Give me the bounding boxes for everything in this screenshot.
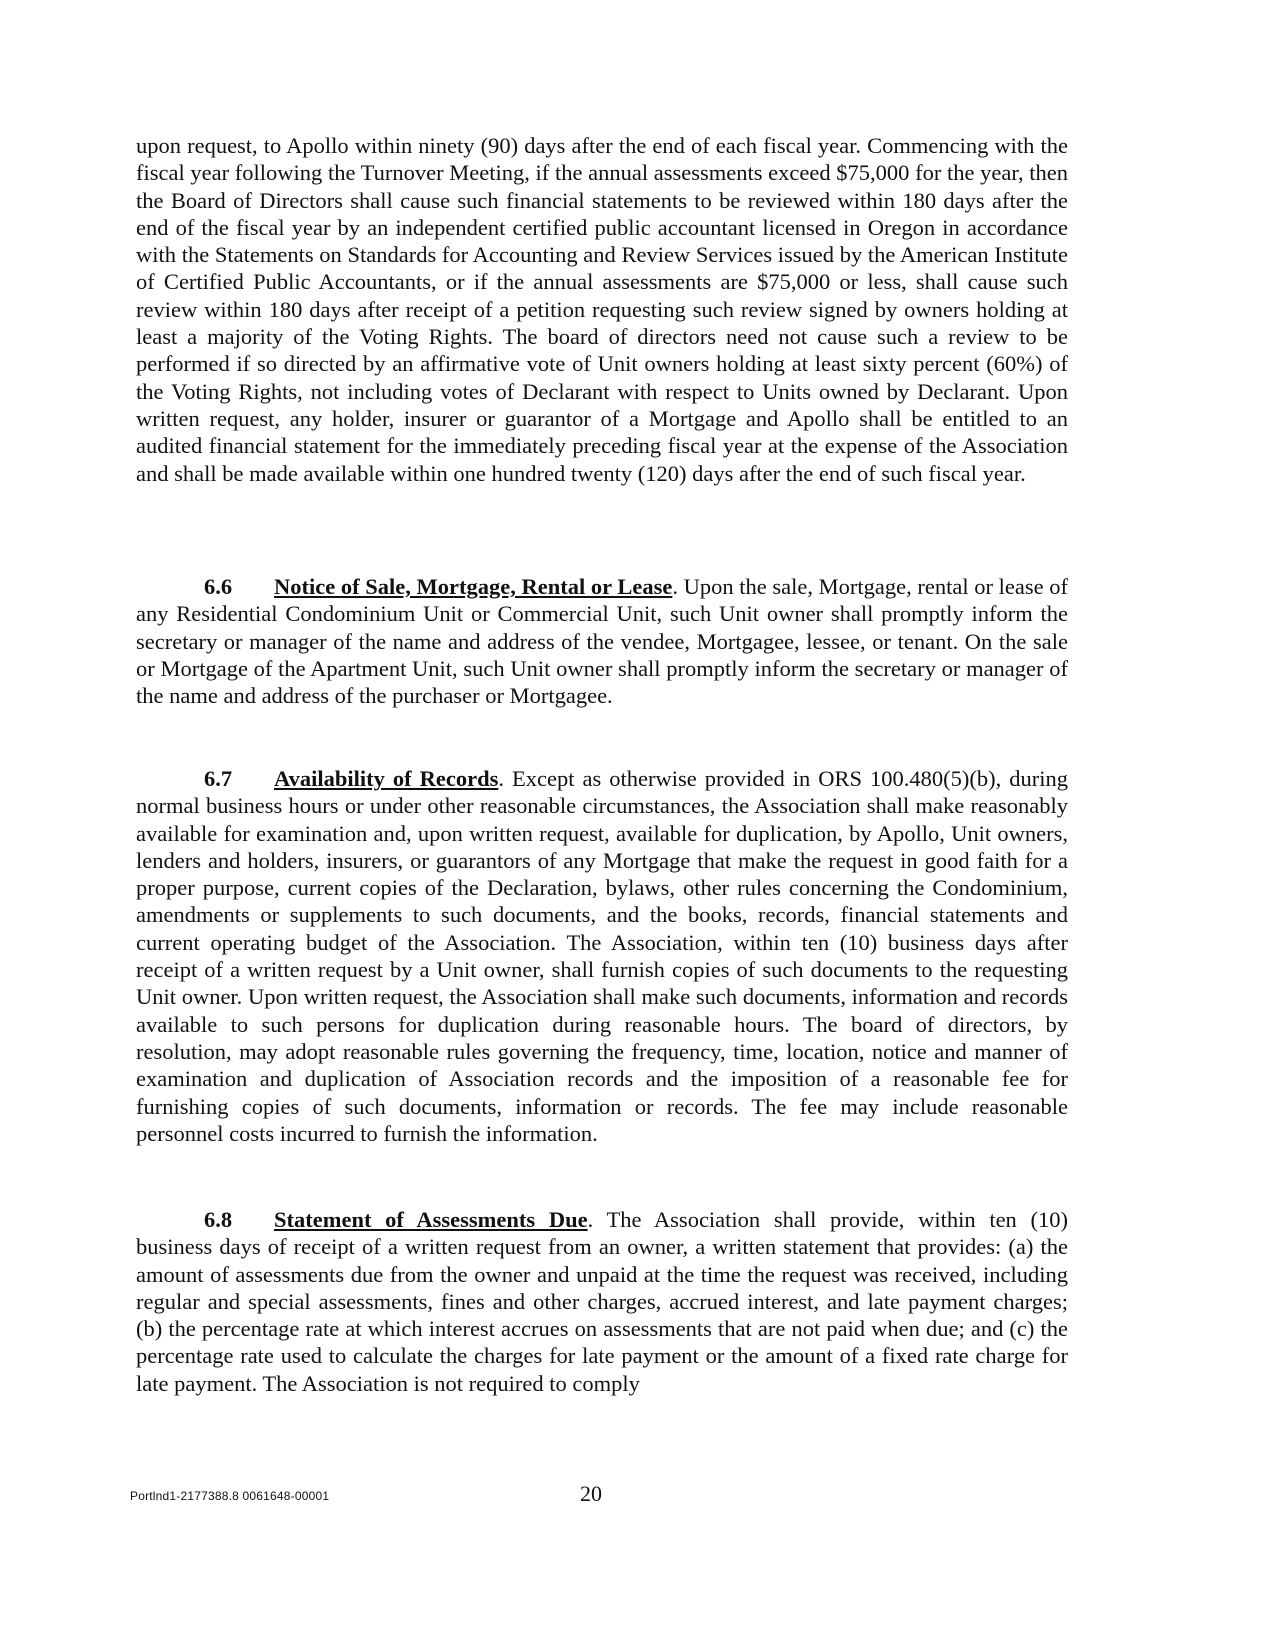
section-6-8 [136, 1206, 1068, 1397]
section-body: . Upon the sale, Mortgage, rental or lease of any Residential Condominium Unit or Commercial Unit, such Unit owner shall promptly inform the secretary or manager of the name and address of the vendee, Mortgagee, lessee, or tenant. On the sale or Mortgage of the Apartment Unit, such Unit owner shall promptly inform the secretary or manager of the name and address of the purchaser or Mortgagee. [136, 574, 1068, 709]
section-6-6 [136, 573, 1068, 709]
paragraph-continuation: upon request, to Apollo within ninety (90) days after the end of each fiscal year. Commencing with the fiscal year following the Turnover Meeting, if the annual assessments exceed $75,000 for the year, then the Board of Directors shall cause such financial statements to be reviewed within 180 days after the end of the fiscal year by an independent certified public accountant licensed in Oregon in accordance with the Statements on Standards for Accounting and Review Services issued by the American Institute of Certified Public Accountants, or if the annual assessments are $75,000 or less, shall cause such review within 180 days after receipt of a petition requesting such review signed by owners holding at least a majority of the Voting Rights. The board of directors need not cause such a review to be performed if so directed by an affirmative vote of Unit owners holding at least sixty percent (60%) of the Voting Rights, not including votes of Declarant with respect to Units owned by Declarant. Upon written request, any holder, insurer or guarantor of a Mortgage and Apollo shall be entitled to an audited financial statement for the immediately preceding fiscal year at the expense of the Association and shall be made available within one hundred twenty (120) days after the end of such fiscal year. [136, 133, 1068, 486]
page-number: 20 [580, 1481, 602, 1506]
section-number: 6.8 [204, 1207, 233, 1232]
section-number: 6.6 [204, 574, 233, 599]
section-body: . The Association shall provide, within ten (10) business days of receipt of a written request from an owner, a written statement that provides: (a) the amount of assessments due from the owner and unpaid at the time the request was received, including regular and special assessments, fines and other charges, accrued interest, and late payment charges; (b) the percentage rate at which interest accrues on assessments that are not paid when due; and (c) the percentage rate used to calculate the charges for late payment or the amount of a fixed rate charge for late payment. The Association is not required to comply [136, 1207, 1068, 1396]
section-heading: Notice of Sale, Mortgage, Rental or Lease [274, 574, 673, 599]
footer-document-id: Portlnd1-2177388.8 0061648-00001 [130, 1489, 330, 1503]
section-body: . Except as otherwise provided in ORS 100.480(5)(b), during normal business hours or under other reasonable circumstances, the Association shall make reasonably available for examination and, upon written request, available for duplication, by Apollo, Unit owners, lenders and holders, insurers, or guarantors of any Mortgage that make the request in good faith for a proper purpose, current copies of the Declaration, bylaws, other rules concerning the Condominium, amendments or supplements to such documents, and the books, records, financial statements and current operating budget of the Association. The Association, within ten (10) business days after receipt of a written request by a Unit owner, shall furnish copies of such documents to the requesting Unit owner. Upon written request, the Association shall make such documents, information and records available to such persons for duplication during reasonable hours. The board of directors, by resolution, may adopt reasonable rules governing the frequency, time, location, notice and manner of examination and duplication of Association records and the imposition of a reasonable fee for furnishing copies of such documents, information or records. The fee may include reasonable personnel costs incurred to furnish the information. [136, 766, 1068, 1146]
section-heading: Statement of Assessments Due [274, 1207, 588, 1232]
section-heading: Availability of Records [274, 766, 499, 791]
section-6-7 [136, 765, 1068, 1147]
section-number: 6.7 [204, 766, 233, 791]
